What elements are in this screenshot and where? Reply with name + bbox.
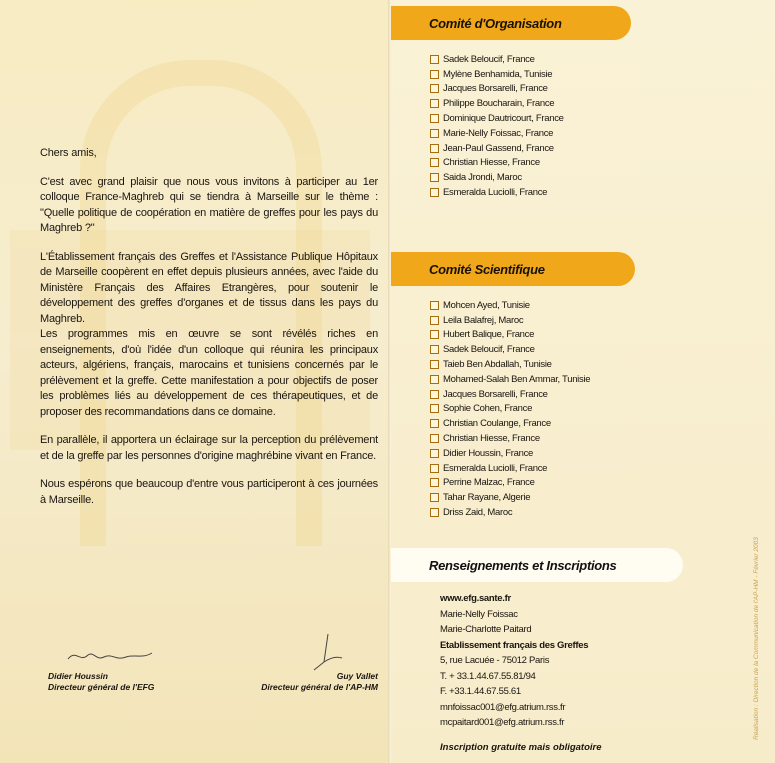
checkbox-icon [430, 129, 439, 138]
checkbox-icon [430, 360, 439, 369]
committee-member [430, 505, 590, 520]
checkbox-icon [430, 449, 439, 458]
committee-member [430, 490, 590, 505]
member-name: Sophie Cohen, France [443, 403, 533, 415]
member-name: Jacques Borsarelli, France [443, 83, 548, 95]
committee-member [430, 372, 590, 387]
letter-paragraph-2: L'Établissement français des Greffes et l'Assistance Publique Hôpitaux de Marseille coopèrent en effet depuis plusieurs années, avec l'aide du Ministère Français des Affaires Etrangères, pour soutenir le développement des greffes d'organes et de tissus dans les pays du Maghreb. [40, 250, 378, 325]
checkbox-icon [430, 144, 439, 153]
member-name: Mohamed-Salah Ben Ammar, Tunisie [443, 373, 591, 385]
letter-greeting: Chers amis, [40, 147, 97, 159]
contact-block [440, 591, 588, 731]
member-name: Mylène Benhamida, Tunisie [443, 68, 553, 80]
signer-left-title: Directeur général de l'EFG [48, 682, 155, 692]
committee-member [430, 111, 564, 126]
committee-member [430, 461, 590, 476]
scientifique-list [430, 298, 590, 520]
checkbox-icon [430, 301, 439, 310]
renseignements-title: Renseignements et Inscriptions [429, 557, 617, 573]
email-1[interactable]: mnfoissac001@efg.atrium.rss.fr [440, 701, 566, 713]
member-name: Sadek Beloucif, France [443, 53, 535, 65]
member-name: Marie-Nelly Foissac, France [443, 127, 554, 139]
checkbox-icon [430, 173, 439, 182]
member-name: Sadek Beloucif, France [443, 344, 535, 356]
committee-member [430, 185, 564, 200]
organisation-name: Etablissement français des Greffes [440, 639, 589, 651]
member-name: Jacques Borsarelli, France [443, 388, 548, 400]
committee-member [430, 67, 564, 82]
committee-member [430, 387, 590, 402]
member-name: Driss Zaid, Maroc [443, 507, 513, 519]
checkbox-icon [430, 330, 439, 339]
committee-member [430, 328, 590, 343]
committee-member [430, 416, 590, 431]
checkbox-icon [430, 345, 439, 354]
committee-member [430, 126, 564, 141]
member-name: Tahar Rayane, Algerie [443, 492, 531, 504]
committee-member [430, 170, 564, 185]
organisation-list [430, 52, 564, 200]
website-link[interactable]: www.efg.sante.fr [440, 593, 511, 604]
checkbox-icon [430, 55, 439, 64]
signature-left [48, 671, 154, 693]
committee-member [430, 82, 564, 97]
checkbox-icon [430, 464, 439, 473]
signer-left-name: Didier Houssin [48, 671, 108, 681]
signature-right [258, 671, 378, 693]
letter-paragraph-1: C'est avec grand plaisir que nous vous invitons à participer au 1er colloque France-Maghreb qui se tiendra à Marseille sur le thème : "Quelle politique de coopération en matière de greffes pour les pays du Maghreb ?" [40, 175, 378, 234]
member-name: Christian Coulange, France [443, 418, 551, 430]
phone: T. + 33.1.44.67.55.81/94 [440, 670, 536, 682]
checkbox-icon [430, 419, 439, 428]
checkbox-icon [430, 375, 439, 384]
checkbox-icon [430, 188, 439, 197]
letter-paragraph-3: Les programmes mis en œuvre se sont révélés riches en enseignements, d'où l'idée d'un colloque qui réunira les principaux acteurs, algériens, français, marocains et tunisiens concernés par le prélèvement et la greffe. Cette manifestation a pour objectifs de poser les problèmes liés au développement de ces thérapeutiques, et de proposer des recommandations dans ce domaine. [40, 328, 378, 418]
committee-member [430, 141, 564, 156]
committee-member [430, 431, 590, 446]
member-name: Christian Hiesse, France [443, 157, 540, 169]
member-name: Philippe Boucharain, France [443, 98, 555, 110]
committee-member [430, 446, 590, 461]
scientifique-title: Comité Scientifique [429, 261, 545, 277]
checkbox-icon [430, 434, 439, 443]
committee-member [430, 402, 590, 417]
member-name: Didier Houssin, France [443, 447, 534, 459]
signer-right-name: Guy Vallet [336, 671, 378, 681]
committee-member [430, 96, 564, 111]
committee-member [430, 357, 590, 372]
signature-vallet-icon [306, 632, 346, 672]
email-2[interactable]: mcpaitard001@efg.atrium.rss.fr [440, 717, 565, 728]
committee-member [430, 298, 590, 313]
contact-name-1: Marie-Nelly Foissac [440, 608, 518, 620]
renseignements-header [391, 548, 683, 582]
fax: F. +33.1.44.67.55.61 [440, 686, 521, 697]
invitation-letter [40, 146, 378, 521]
checkbox-icon [430, 158, 439, 167]
member-name: Perrine Malzac, France [443, 477, 535, 489]
checkbox-icon [430, 478, 439, 487]
member-name: Jean-Paul Gassend, France [443, 142, 554, 154]
member-name: Hubert Balique, France [443, 329, 535, 341]
member-name: Taieb Ben Abdallah, Tunisie [443, 359, 552, 371]
checkbox-icon [430, 508, 439, 517]
committee-member [430, 342, 590, 357]
checkbox-icon [430, 404, 439, 413]
contact-name-2: Marie-Charlotte Paitard [440, 624, 532, 635]
registration-note: Inscription gratuite mais obligatoire [440, 742, 602, 753]
checkbox-icon [430, 316, 439, 325]
member-name: Leila Balafrej, Maroc [443, 314, 524, 326]
member-name: Dominique Dautricourt, France [443, 113, 564, 125]
checkbox-icon [430, 390, 439, 399]
checkbox-icon [430, 493, 439, 502]
letter-paragraph-5: Nous espérons que beaucoup d'entre vous participeront à ces journées à Marseille. [40, 478, 378, 506]
organisation-header [391, 6, 631, 40]
signature-houssin-icon [66, 645, 156, 667]
member-name: Esmeralda Luciolli, France [443, 462, 548, 474]
signer-right-title: Directeur général de l'AP-HM [261, 682, 378, 692]
committee-member [430, 52, 564, 67]
checkbox-icon [430, 114, 439, 123]
committee-member [430, 313, 590, 328]
production-credit: Réalisation : Direction de la Communication de l'AP-HM - Février 2003 [753, 537, 760, 740]
committee-member [430, 476, 590, 491]
member-name: Esmeralda Luciolli, France [443, 187, 548, 199]
checkbox-icon [430, 70, 439, 79]
committee-member [430, 156, 564, 171]
address: 5, rue Lacuée - 75012 Paris [440, 655, 550, 666]
organisation-title: Comité d'Organisation [429, 15, 562, 31]
scientifique-header [391, 252, 635, 286]
letter-paragraph-4: En parallèle, il apportera un éclairage sur la perception du prélèvement et de la greffe par les personnes d'origine maghrébine vivant en France. [40, 434, 378, 462]
member-name: Saida Jrondi, Maroc [443, 172, 522, 184]
member-name: Mohcen Ayed, Tunisie [443, 299, 530, 311]
checkbox-icon [430, 84, 439, 93]
member-name: Christian Hiesse, France [443, 433, 540, 445]
checkbox-icon [430, 99, 439, 108]
